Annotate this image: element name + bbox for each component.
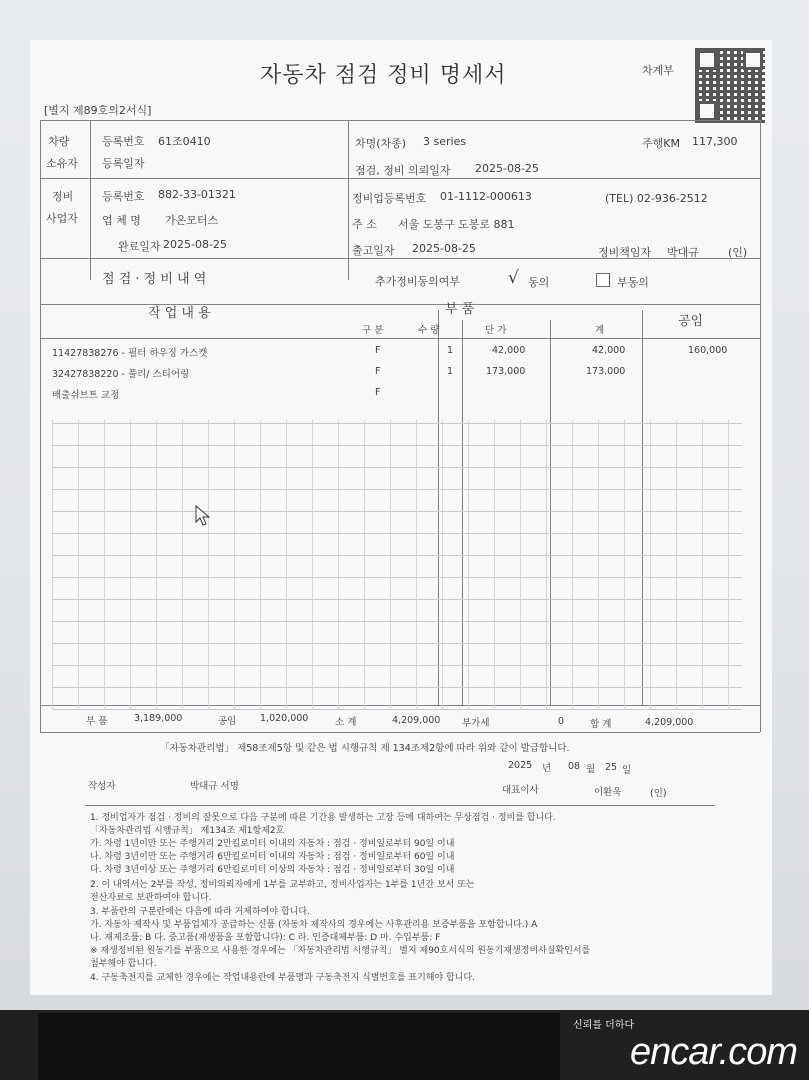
reg-no-label: 등록번호 — [102, 135, 145, 148]
note-line: 「자동차관리법 시행규칙」 제134조 제1항제2호 — [90, 826, 285, 836]
row-1-type: F — [375, 345, 381, 356]
business-label-a: 정비 — [52, 190, 74, 203]
note-line: 나. 차령 3년이만 또는 주행거리 6만킬로미터 이내의 자동차 : 점검 · 정비일로부터 60일 이내 — [90, 852, 455, 862]
ceo-label: 대표이사 — [502, 785, 539, 796]
vat-label: 부가세 — [462, 718, 490, 729]
row-2-total: 173,000 — [586, 366, 626, 377]
note-line: 다. 차령 3년이상 또는 주행거리 6만킬로미터 이상의 자동차 : 점검 · 정비일로부터 30일 이내 — [90, 865, 455, 875]
mouse-cursor-icon — [195, 505, 211, 527]
reg-date-label: 등록일자 — [102, 157, 145, 170]
sum-value: 4,209,000 — [645, 717, 694, 728]
dark-surface — [38, 1013, 560, 1080]
mileage-label: 주행KM — [642, 137, 680, 150]
note-line: ※ 재생정비된 원동기를 부품으로 사용한 경우에는 「자동차관리법 시행규칙」 별지 제90호서식의 원동기재생정비사실확인서를 — [90, 946, 591, 956]
col-total-header: 계 — [595, 325, 605, 336]
biz-no-label: 등록번호 — [102, 190, 145, 203]
reg-no-value: 61조0410 — [158, 135, 211, 148]
row-2-qty: 1 — [447, 366, 454, 377]
row-3-desc: 배출쉬브트 교정 — [52, 390, 120, 401]
vehicle-label: 차량 — [48, 135, 70, 148]
row-2-unit: 173,000 — [486, 366, 526, 377]
note-line: 첨부해야 합니다. — [90, 959, 157, 969]
note-line: 4. 구동축전지를 교체한 경우에는 작업내용란에 부품명과 구동축전지 식별번호를 표기해야 합니다. — [90, 973, 475, 983]
owner-label: 소유자 — [46, 157, 78, 170]
inspect-date-value: 2025-08-25 — [475, 162, 539, 175]
col-qty-header: 수 량 — [418, 325, 440, 336]
date-month-label: 월 — [586, 764, 596, 775]
note-line: 1. 정비업자가 점검 · 정비의 잘못으로 다음 구분에 따른 기간용 발생하는 고장 등에 대하여는 무상점검 · 정비를 합니다. — [90, 813, 556, 823]
date-day-label: 일 — [622, 765, 632, 776]
agree-check-mark: √ — [508, 268, 519, 288]
writer-label: 작성자 — [88, 781, 116, 792]
work-section-label: 점 검 · 정 비 내 역 — [102, 272, 207, 287]
note-line: 나. 재제조품: B 다. 중고품(재생품을 포함합니다): C 라. 인증대체부품: D 마. 수입부품: F — [90, 933, 441, 943]
release-value: 2025-08-25 — [412, 242, 476, 255]
ceo-seal: (인) — [650, 788, 667, 799]
finish-label: 완료일자 — [118, 240, 161, 253]
row-1-desc: 11427838276 - 필터 하우징 가스켓 — [52, 348, 208, 359]
total-labor-label: 공임 — [218, 716, 237, 727]
company-label: 업 체 명 — [102, 214, 141, 227]
address-label: 주 소 — [352, 218, 377, 231]
col-type-header: 구 분 — [362, 325, 384, 336]
row-1-total: 42,000 — [592, 345, 626, 356]
note-line: 3. 부품란의 구분란에는 다음에 따라 거제하여야 합니다. — [90, 907, 310, 917]
note-line: 2. 이 내역서는 2부를 작성, 정비의뢰자에게 1부를 교부하고, 정비사업자는 1부를 1년간 보서 또는 — [90, 880, 475, 890]
watermark-brand: encar.com — [630, 1031, 797, 1073]
corner-label: 차계부 — [642, 64, 674, 77]
ceo-value: 이환욱 — [594, 787, 622, 798]
sum-label: 합 계 — [590, 719, 612, 730]
row-1-labor: 160,000 — [688, 345, 728, 356]
disagree-label: 부동의 — [617, 276, 649, 289]
date-month: 08 — [568, 761, 581, 772]
disagree-checkbox — [596, 273, 610, 287]
row-2-desc: 32427838220 - 풀리/ 스티어링 — [52, 369, 190, 380]
qr-code-icon — [695, 48, 765, 123]
note-line: 전산자료로 보관하여야 합니다. — [90, 893, 212, 903]
consent-label: 추가정비동의여부 — [375, 275, 461, 288]
manager-label: 정비책임자 — [598, 246, 652, 259]
finish-value: 2025-08-25 — [163, 238, 227, 251]
inspect-date-label: 점검, 정비 의뢰일자 — [355, 164, 451, 177]
manager-value: 박대규 — [667, 246, 699, 259]
note-line: 가. 자동차 제작사 및 부품업체가 공급하는 신품 (자동차 제작사의 경우에는 사후관리용 보증부품을 포함합니다.) A — [90, 920, 538, 930]
release-label: 출고일자 — [352, 244, 395, 257]
address-value: 서울 도봉구 도봉로 881 — [398, 218, 515, 231]
company-value: 가온모터스 — [165, 214, 219, 227]
biz-reg-value: 01-1112-000613 — [440, 190, 532, 203]
row-2-type: F — [375, 366, 381, 377]
vat-value: 0 — [558, 716, 565, 727]
model-value: 3 series — [423, 135, 467, 148]
mileage-value: 117,300 — [692, 135, 738, 148]
total-parts-label: 부 품 — [86, 716, 108, 727]
date-year: 2025 — [508, 760, 533, 771]
legal-statement: 「자동차관리법」 제58조제5항 및 같은 법 시행규칙 제 134조제2항에 따라 위와 같이 발급합니다. — [160, 743, 570, 754]
note-line: 가. 차령 1년이만 또는 주행거리 2만킬로미터 이내의 자동차 : 점검 · 정비일로부터 90일 이내 — [90, 839, 455, 849]
content-header: 작 업 내 용 — [148, 306, 211, 321]
invoice-sheet — [30, 40, 772, 995]
empty-rows-grid — [52, 420, 742, 710]
biz-reg-label: 정비업등록번호 — [352, 192, 427, 205]
date-day: 25 — [605, 762, 618, 773]
row-1-unit: 42,000 — [492, 345, 526, 356]
business-label-b: 사업자 — [46, 212, 78, 225]
row-3-type: F — [375, 387, 381, 398]
total-labor-value: 1,020,000 — [260, 713, 309, 724]
agree-label: 동의 — [528, 276, 550, 289]
page-title: 자동차 점검 정비 명세서 — [260, 63, 507, 88]
biz-no-value: 882-33-01321 — [158, 188, 236, 201]
row-1-qty: 1 — [447, 345, 454, 356]
manager-seal: (인) — [728, 246, 748, 259]
parts-header: 부 품 — [445, 302, 475, 317]
labor-header: 공임 — [678, 314, 704, 329]
form-number: [별지 제89호의2서식] — [44, 104, 152, 117]
subtotal-label: 소 계 — [335, 717, 357, 728]
watermark-subtitle: 신뢰를 더하다 — [573, 1020, 635, 1031]
tel-value: (TEL) 02-936-2512 — [605, 192, 708, 205]
col-unit-header: 단 가 — [485, 325, 507, 336]
date-year-label: 년 — [542, 763, 552, 774]
writer-value: 박대규 서명 — [190, 781, 239, 792]
model-label: 차명(차종) — [355, 137, 407, 150]
total-parts-value: 3,189,000 — [134, 713, 183, 724]
subtotal-value: 4,209,000 — [392, 715, 441, 726]
